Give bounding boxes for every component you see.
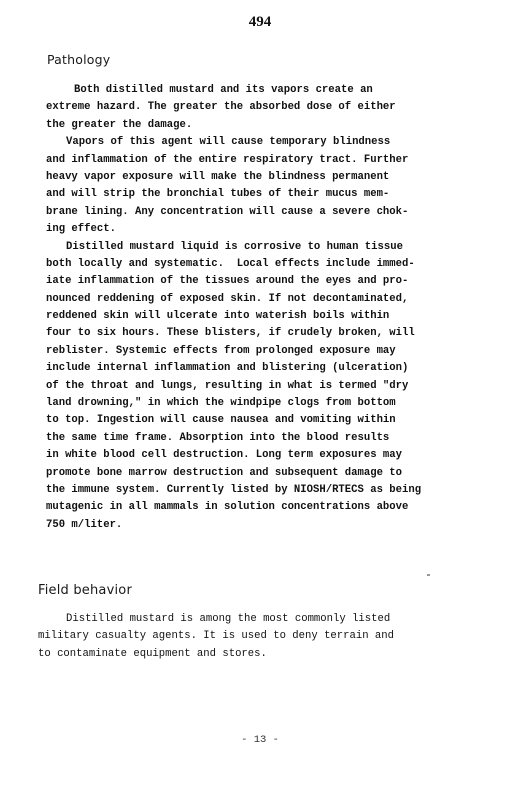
field-behavior-body bbox=[38, 611, 394, 663]
text-line: and inflammation of the entire respiratory tract. Further bbox=[46, 153, 409, 166]
text-line: to contaminate equipment and stores. bbox=[38, 647, 267, 660]
section-heading-pathology: Pathology bbox=[47, 52, 111, 67]
text-line: Distilled mustard liquid is corrosive to human tissue bbox=[66, 240, 403, 253]
text-line: the greater the damage. bbox=[46, 118, 193, 131]
text-line: include internal inflammation and blistering (ulceration) bbox=[46, 362, 409, 375]
text-line: of the throat and lungs, resulting in what is termed "dry bbox=[46, 379, 409, 392]
text-line: Both distilled mustard and its vapors create an bbox=[74, 84, 373, 96]
text-line: nounced reddening of exposed skin. If not decontaminated, bbox=[46, 292, 409, 305]
scan-speck bbox=[427, 574, 430, 576]
text-line: to top. Ingestion will cause nausea and vomiting within bbox=[46, 414, 396, 427]
page-number: 494 bbox=[248, 14, 272, 30]
text-line: iate inflammation of the tissues around the eyes and pro- bbox=[46, 275, 409, 288]
section-heading-field-behavior: Field behavior bbox=[38, 583, 132, 598]
text-line: military casualty agents. It is used to deny terrain and bbox=[38, 630, 395, 643]
text-line: promote bone marrow destruction and subsequent damage to bbox=[46, 466, 403, 479]
text-line: and will strip the bronchial tubes of their mucus mem- bbox=[46, 188, 390, 201]
text-line: land drowning," in which the windpipe clogs from bottom bbox=[46, 397, 396, 410]
text-line: brane lining. Any concentration will cause a severe chok- bbox=[46, 205, 409, 218]
text-line: extreme hazard. The greater the absorbed dose of either bbox=[46, 101, 396, 114]
page-footer: - 13 - bbox=[241, 734, 279, 746]
text-line: heavy vapor exposure will make the blindness permanent bbox=[46, 170, 390, 183]
text-line: the same time frame. Absorption into the blood results bbox=[46, 431, 390, 444]
text-line: Distilled mustard is among the most commonly listed bbox=[66, 613, 391, 625]
text-line: reddened skin will ulcerate into waterish boils within bbox=[46, 310, 390, 323]
text-line: ing effect. bbox=[46, 223, 116, 236]
text-line: 750 m/liter. bbox=[46, 518, 123, 531]
text-line: Vapors of this agent will cause temporary blindness bbox=[66, 136, 391, 149]
text-line: both locally and systematic. Local effects include immed- bbox=[46, 257, 415, 270]
text-line: the immune system. Currently listed by NIOSH/RTECS as being bbox=[46, 483, 422, 496]
text-line: four to six hours. These blisters, if crudely broken, will bbox=[46, 327, 415, 340]
text-line: mutagenic in all mammals in solution concentrations above bbox=[46, 501, 409, 514]
pathology-body bbox=[46, 82, 421, 534]
text-line: reblister. Systemic effects from prolonged exposure may bbox=[46, 344, 396, 357]
text-line: in white blood cell destruction. Long term exposures may bbox=[46, 449, 403, 462]
